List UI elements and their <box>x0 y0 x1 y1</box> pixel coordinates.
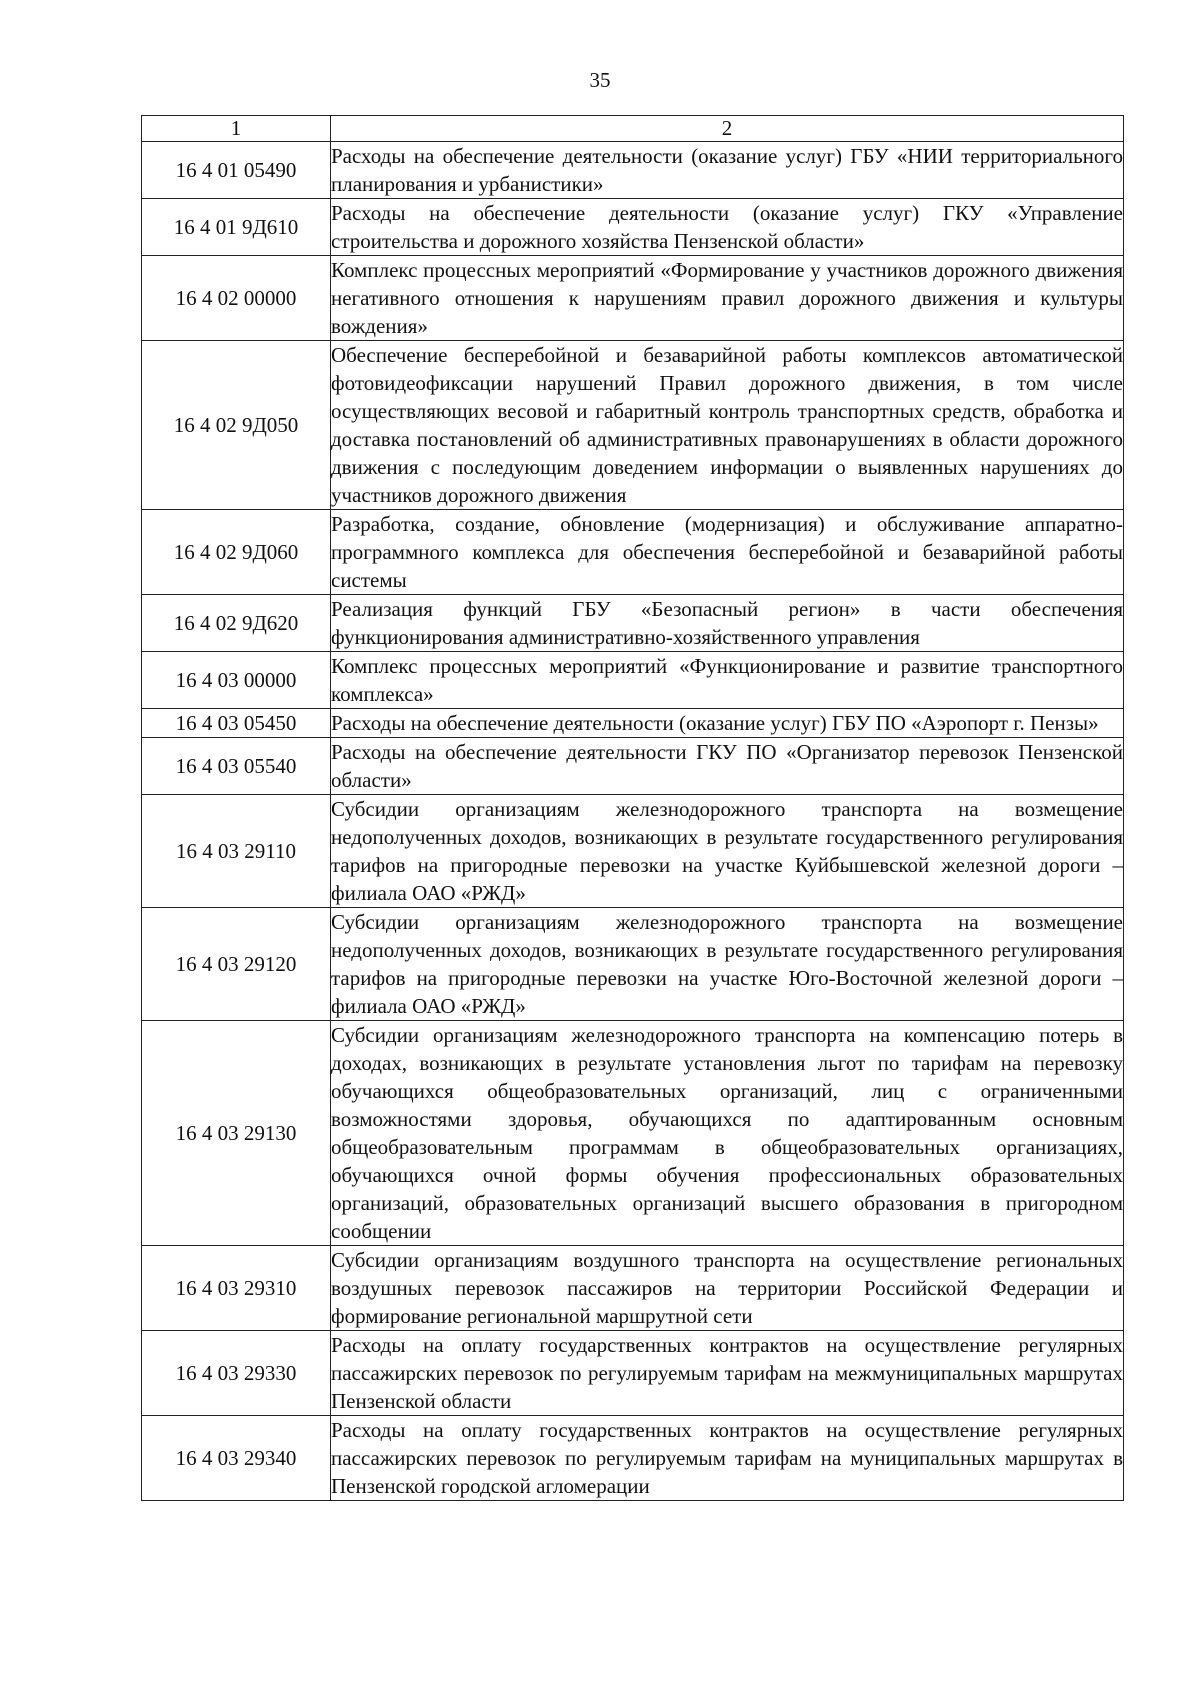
row-code-cell: 16 4 03 29330 <box>142 1331 331 1416</box>
row-code-cell: 16 4 03 29120 <box>142 908 331 1021</box>
row-description-cell: Расходы на оплату государственных контрактов на осуществление регулярных пассажирских перевозок по регулируемым тарифам на муниципальных маршрутах в Пензенской городской агломерации <box>331 1416 1124 1501</box>
table-row <box>142 1246 1124 1331</box>
row-code-cell: 16 4 02 9Д050 <box>142 341 331 510</box>
row-code-cell: 16 4 03 05540 <box>142 738 331 795</box>
table-row <box>142 652 1124 709</box>
column-header-1: 1 <box>142 116 331 142</box>
table-header-row <box>142 116 1124 142</box>
budget-classification-table <box>141 115 1124 1501</box>
row-description-cell: Расходы на оплату государственных контрактов на осуществление регулярных пассажирских перевозок по регулируемым тарифам на межмуниципальных маршрутах Пензенской области <box>331 1331 1124 1416</box>
table-row <box>142 595 1124 652</box>
table-row <box>142 1021 1124 1246</box>
row-description-cell: Разработка, создание, обновление (модернизация) и обслуживание аппаратно-программного комплекса для обеспечения бесперебойной и безаварийной работы системы <box>331 510 1124 595</box>
table-row <box>142 510 1124 595</box>
row-code-cell: 16 4 02 00000 <box>142 256 331 341</box>
row-description-cell: Расходы на обеспечение деятельности (оказание услуг) ГКУ «Управление строительства и дорожного хозяйства Пензенской области» <box>331 199 1124 256</box>
row-code-cell: 16 4 03 05450 <box>142 709 331 738</box>
row-code-cell: 16 4 01 05490 <box>142 142 331 199</box>
table-row <box>142 142 1124 199</box>
row-code-cell: 16 4 03 29340 <box>142 1416 331 1501</box>
row-description-cell: Комплекс процессных мероприятий «Формирование у участников дорожного движения негативного отношения к нарушениям правил дорожного движения и культуры вождения» <box>331 256 1124 341</box>
row-description-cell: Расходы на обеспечение деятельности ГКУ ПО «Организатор перевозок Пензенской области» <box>331 738 1124 795</box>
row-description-cell: Комплекс процессных мероприятий «Функционирование и развитие транспортного комплекса» <box>331 652 1124 709</box>
table-row <box>142 709 1124 738</box>
row-description-cell: Субсидии организациям железнодорожного транспорта на компенсацию потерь в доходах, возникающих в результате установления льгот по тарифам на перевозку обучающихся общеобразовательных организаций, лиц с ограниченными возможностями здоровья, обучающихся по адаптированным основным общеобразовательным программам в общеобразовательных организациях, обучающихся очной формы обучения профессиональных образовательных организаций, образовательных организаций высшего образования в пригородном сообщении <box>331 1021 1124 1246</box>
row-description-cell: Субсидии организациям железнодорожного транспорта на возмещение недополученных доходов, возникающих в результате государственного регулирования тарифов на пригородные перевозки на участке Куйбышевской железной дороги – филиала ОАО «РЖД» <box>331 795 1124 908</box>
row-description-cell: Расходы на обеспечение деятельности (оказание услуг) ГБУ «НИИ территориального планирования и урбанистики» <box>331 142 1124 199</box>
table-row <box>142 1331 1124 1416</box>
row-code-cell: 16 4 03 29110 <box>142 795 331 908</box>
row-code-cell: 16 4 02 9Д060 <box>142 510 331 595</box>
row-code-cell: 16 4 03 00000 <box>142 652 331 709</box>
table-row <box>142 1416 1124 1501</box>
table-row <box>142 341 1124 510</box>
row-description-cell: Расходы на обеспечение деятельности (оказание услуг) ГБУ ПО «Аэропорт г. Пензы» <box>331 709 1124 738</box>
row-description-cell: Реализация функций ГБУ «Безопасный регион» в части обеспечения функционирования административно-хозяйственного управления <box>331 595 1124 652</box>
table-row <box>142 908 1124 1021</box>
table-row <box>142 199 1124 256</box>
row-code-cell: 16 4 03 29310 <box>142 1246 331 1331</box>
row-description-cell: Субсидии организациям железнодорожного транспорта на возмещение недополученных доходов, возникающих в результате государственного регулирования тарифов на пригородные перевозки на участке Юго-Восточной железной дороги – филиала ОАО «РЖД» <box>331 908 1124 1021</box>
table-row <box>142 738 1124 795</box>
table-row <box>142 256 1124 341</box>
row-code-cell: 16 4 01 9Д610 <box>142 199 331 256</box>
column-header-2: 2 <box>331 116 1124 142</box>
row-description-cell: Субсидии организациям воздушного транспорта на осуществление региональных воздушных перевозок пассажиров на территории Российской Федерации и формирование региональной маршрутной сети <box>331 1246 1124 1331</box>
row-code-cell: 16 4 03 29130 <box>142 1021 331 1246</box>
page-number: 35 <box>589 68 611 92</box>
row-code-cell: 16 4 02 9Д620 <box>142 595 331 652</box>
row-description-cell: Обеспечение бесперебойной и безаварийной работы комплексов автоматической фотовидеофиксации нарушений Правил дорожного движения, в том числе осуществляющих весовой и габаритный контроль транспортных средств, обработка и доставка постановлений об административных правонарушениях в области дорожного движения с последующим доведением информации о выявленных нарушениях до участников дорожного движения <box>331 341 1124 510</box>
table-row <box>142 795 1124 908</box>
